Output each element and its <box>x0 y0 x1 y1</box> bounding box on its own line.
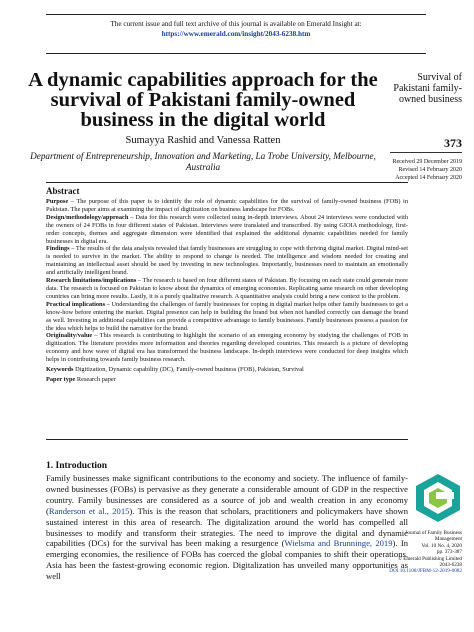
originality-text: – This research is contributing to highlight the scenario of an emerging economy by studying the challenges of FOB in digitization. The literature provides more information and theories regarding developed countries. This research is a picture of developing economy and how wave of digital era has transformed the business landscape. In-depth interviews were conducted for deep insights which helps in contributing towards family business research. <box>46 332 408 364</box>
abstract-practical <box>46 301 408 333</box>
introduction-text <box>46 473 408 582</box>
abstract-heading: Abstract <box>46 186 80 196</box>
limitations-text: – The research is based on four different states of Pakistan. By focusing on each state could generate more data. The research is focused on Pakistan to know about the dynamics of emerging economies. Replicating same research on other developing countries can bring more results. Lastly, it is a purely qualitative research. A quantitative analysis could bring a new context to the problem. <box>46 277 408 300</box>
running-title: Survival of Pakistani family-owned business <box>393 72 462 105</box>
journal-availability-banner <box>46 14 426 54</box>
keywords-text: Digitization, Dynamic capability (DC), Family-owned business (FOB), Pakistan, Survival <box>73 366 304 374</box>
citation-link-randerson[interactable]: Randerson et al., 2015 <box>48 505 130 516</box>
originality-label: Originality/value <box>46 332 93 340</box>
article-dates <box>362 158 462 182</box>
doi-link[interactable]: DOI 10.1108/JFBM-12-2019-0082 <box>389 568 462 575</box>
authors: Sumayya Rashid and Vanessa Ratten <box>125 135 281 146</box>
abstract-findings <box>46 245 408 277</box>
design-text: – Data for this research were collected using in-depth interviews. About 24 interviews were conducted with the owners of 24 FOBs in four different states of Pakistan. Interviews were translated and transcribed. By using GIOIA methodology, first-order concepts, themes and aggregate dimension were identified that explained the additional dynamic capabilities needed for family businesses in digital era. <box>46 213 408 245</box>
introduction-heading: 1. Introduction <box>46 461 108 471</box>
citation-link-wielsma[interactable]: Wielsma and Brunninge, 2019 <box>284 538 393 549</box>
paper-type <box>46 376 408 384</box>
keywords-label: Keywords <box>46 366 74 374</box>
journal-url-link[interactable]: https://www.emerald.com/insight/2043-6238.htm <box>161 30 311 38</box>
banner-text: The current issue and full text archive of this journal is available on Emerald Insight at: <box>110 20 362 28</box>
abstract-box <box>46 182 408 440</box>
abstract-limitations <box>46 277 408 301</box>
intro-part-1: Family businesses make significant contributions to the economy and society. The influence of family-owned businesses (FOBs) is pervasive as they generate a considerable amount of GDP in the respective country. Family businesses are considered as a source of job and wealth creation in any economy ( <box>46 473 408 516</box>
affiliation: Department of Entrepreneurship, Innovation and Marketing, La Trobe University, Melbourne, Australia <box>30 151 376 172</box>
findings-text: – The results of the data analysis revealed that family businesses are struggling to cope with thriving digital market. Digital mind-set is needed to survive in the market. The ability to respond to change is needed. The intelligence and wisdom needed for creating and maintaining an intellectual asset should be used by investing in new technologies. Importantly, businesses need to maintain an emotionally and artificially intelligent brand. <box>46 245 408 277</box>
limitations-label: Research limitations/implications <box>46 277 137 285</box>
intro-part-3: ). In emerging economies, the resilience of FOBs has coerced the global companies to shift their operations. Asia has been the fastest-growing economic region. Digitalization has unveiled many opportunities as well <box>46 538 408 582</box>
keywords <box>46 366 408 374</box>
journal-volume: Vol. 10 No. 4, 2020 <box>421 542 462 549</box>
practical-label: Practical implications <box>46 300 106 308</box>
abstract-design <box>46 214 408 246</box>
purpose-label: Purpose <box>46 198 69 205</box>
practical-text: – Understanding the challenges of family businesses for coping in digital market helps other family businesses to get a know-how before entering the market. Digital presence can help in building the brand but when not handled correctly can damage the brand as well. Investing in additional capabilities can provide a competitive advantage to family businesses. Family businesses possess a passion for the idea which helps to build the narrative for the brand. <box>46 300 408 332</box>
design-label: Design/methodology/approach <box>46 213 129 221</box>
journal-info <box>380 530 462 575</box>
paper-type-text: Research paper <box>75 376 116 384</box>
journal-issn: 2043-6238 <box>439 562 462 569</box>
side-divider <box>390 152 462 153</box>
intro-part-2: ). This is the reason that scholars, practitioners and policymakers have shown sustained interest in this area of research. The digitalization around the world has compelled all businesses to modify and transform their strategies. The need to improve the digital and dynamic capabilities (DCs) for the survival has been making a resurgence ( <box>46 505 408 549</box>
purpose-text: – The purpose of this paper is to identify the role of dynamic capabilities for the survival of family-owned business (FOB) in Pakistan. The paper aims at examining the impact of digitization on business landscape for FOBs. <box>46 198 408 213</box>
abstract-originality <box>46 332 408 364</box>
findings-label: Findings <box>46 245 70 253</box>
abstract-purpose <box>46 198 408 214</box>
paper-title: A dynamic capabilities approach for the survival of Pakistani family-owned business in the digital world <box>28 69 378 131</box>
accepted-date: Accepted 14 February 2020 <box>395 175 462 181</box>
page-number: 373 <box>444 136 462 150</box>
journal-logo-icon <box>412 472 464 524</box>
journal-publisher: © Emerald Publishing Limited <box>397 555 462 562</box>
journal-name: Journal of Family Business Management <box>405 530 462 543</box>
revised-date: Revised 14 February 2020 <box>398 167 462 173</box>
journal-pages: pp. 373-387 <box>436 549 462 556</box>
received-date: Received 29 December 2019 <box>392 159 462 165</box>
paper-type-label: Paper type <box>46 376 76 384</box>
